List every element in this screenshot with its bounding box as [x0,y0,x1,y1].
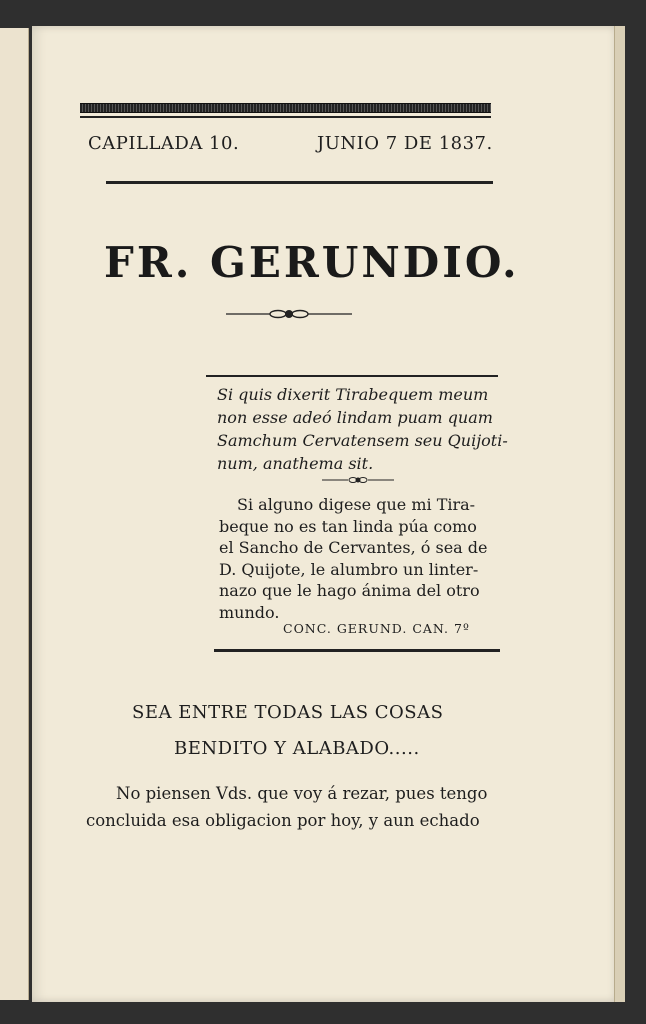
spanish-line: mundo. [219,602,280,622]
spanish-line: beque no es tan linda púa como [219,516,477,536]
small-fleuron-ornament [322,474,394,486]
page-fore-edge [614,26,625,1002]
section-subheading: BENDITO Y ALABADO..... [174,738,420,759]
spanish-line: Si alguno digese que mi Tira- [237,495,476,514]
latin-line: num, anathema sit. [217,454,374,473]
latin-line: Si quis dixerit Tirabequem meum [217,385,489,404]
latin-line: non esse adeó lindam puam quam [217,408,493,427]
latin-line: Samchum Cervatensem seu Quijoti- [217,431,508,450]
article-body [86,780,516,834]
ornamental-rule [80,103,491,113]
fleuron-ornament [226,305,352,323]
body-line: concluida esa obligacion por hoy, y aun echado [86,811,480,830]
facing-page-edge [0,28,29,1000]
header-rule [80,116,491,118]
body-line: No piensen Vds. que voy á rezar, pues tengo [116,784,488,803]
issue-date: JUNIO 7 DE 1837. [317,133,493,154]
epigraph-citation: CONC. GERUND. CAN. 7º [283,621,470,636]
epigraph-bottom-rule [214,649,500,652]
section-heading: SEA ENTRE TODAS LAS COSAS [132,702,444,723]
spanish-line: D. Quijote, le alumbro un linter- [219,559,479,579]
issue-number: CAPILLADA 10. [88,133,240,154]
spanish-line: nazo que le hago ánima del otro [219,581,480,600]
latin-epigraph [217,383,507,475]
masthead-title: FR. GERUNDIO. [104,238,520,287]
spanish-line: el Sancho de Cervantes, ó sea de [219,538,488,557]
epigraph-top-rule [206,375,498,377]
header-bottom-rule [106,181,493,184]
spanish-epigraph [219,494,509,623]
